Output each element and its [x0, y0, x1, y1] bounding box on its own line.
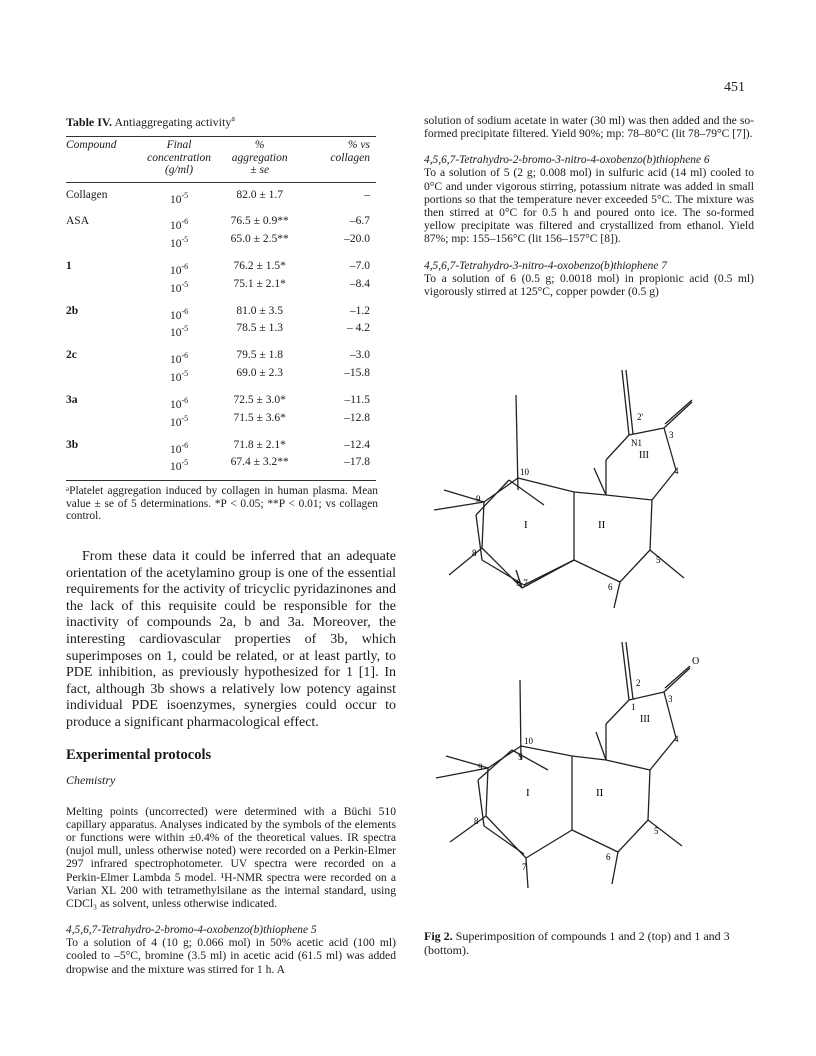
- cell-concentration: [139, 182, 220, 206]
- figure-top-superimposition: [424, 360, 754, 610]
- subsection-heading: Chemistry: [66, 772, 116, 787]
- header-final-concentration: [139, 137, 220, 183]
- cell-concentration: [139, 206, 220, 233]
- conc-base: 10: [169, 237, 182, 250]
- table-row: [66, 385, 376, 412]
- conc-base: 10: [169, 416, 182, 429]
- cell-compound: [66, 340, 139, 367]
- cell-aggregation: 71.8 ± 2.1*: [233, 438, 286, 451]
- cell-compound: [66, 367, 139, 385]
- cell-compound: [66, 412, 139, 430]
- bottom-label-o: O: [692, 656, 700, 667]
- conc-exponent: -5: [181, 190, 189, 200]
- cell-vs-collagen: –7.0: [349, 259, 370, 272]
- conc-exponent: -5: [181, 279, 189, 289]
- header-agg-line-3: ± se: [250, 164, 270, 176]
- cell-compound: [66, 182, 139, 206]
- cell-aggregation: 65.0 ± 2.5**: [230, 233, 289, 246]
- conc-exponent: -5: [181, 235, 189, 245]
- compound-name: 3b: [66, 438, 79, 451]
- compound-6-text: To a solution of 5 (2 g; 0.008 mol) in sulfuric acid (14 ml) cooled to 0°C and under vigorous stirring, potassium nitrate was added in small portions so that the temperature never exceeded 5°C. The mixture was then stirred at 0°C for 0.5 h and poured onto ice. The so-formed yellow precipitate was filtered and crystallized from ethanol. Yield 87%; mp: 155–156°C (lit 156–157°C [8]).: [424, 166, 754, 246]
- top-label-c9: 9: [476, 494, 481, 504]
- top-ring-i: I: [524, 519, 528, 531]
- compound-7-text: To a solution of 6 (0.5 g; 0.0018 mol) in propionic acid (0.5 ml) vigorously stirred at 125°C, copper powder (0.5 g): [424, 271, 754, 298]
- table-row: [66, 182, 376, 206]
- conc-exponent: -5: [181, 458, 189, 468]
- top-label-c10: 10: [520, 467, 529, 477]
- cell-compound: [66, 430, 139, 457]
- cell-aggregation: 76.5 ± 0.9**: [230, 215, 289, 228]
- compound-7-block: [424, 260, 754, 298]
- bottom-label-c7: 7: [522, 862, 527, 872]
- bottom-label-c9: 9: [478, 762, 483, 772]
- compound-name: 1: [66, 259, 72, 272]
- cell-compound: [66, 251, 139, 278]
- cell-aggregation: 75.1 ± 2.1*: [233, 277, 286, 290]
- cell-aggregation: 69.0 ± 2.3: [236, 367, 283, 380]
- bottom-label-c5: 5: [654, 826, 659, 836]
- conc-base: 10: [169, 371, 182, 384]
- top-label-c8: 8: [472, 548, 477, 558]
- compound-5-text: To a solution of 4 (10 g; 0.066 mol) in 50% acetic acid (100 ml) cooled to –5°C, bromine (3.5 ml) in acetic acid (61.5 ml) was added dropwise and the mixture was stirred for 1 h. A: [66, 936, 396, 976]
- bottom-ring-ii: II: [596, 787, 604, 799]
- cell-compound: [66, 385, 139, 412]
- bottom-ring-iii: III: [640, 714, 650, 725]
- cell-concentration: [139, 430, 220, 457]
- top-label-s7: S 7: [516, 578, 528, 588]
- cell-compound: [66, 206, 139, 233]
- conc-exponent: -5: [181, 369, 189, 379]
- conc-base: 10: [169, 398, 182, 411]
- discussion-paragraph: From these data it could be inferred that an adequate orientation of the acetylamino group is one of the essential requirements for the activity of tricyclic pyridazinones and the lack of this requisite could be responsible for the inactivity of compounds 2a, b and 3a. Moreover, the interesting cardiovascular properties of 3b, which superimposes on 1, could be related, or at least partly, to PDE inhibition, as previously hypothesized for 1 [1]. In fact, although 3b shows a relatively low potency against individual PDE isoenzymes, synergies could occur to produce a significant pharmacological effect.: [66, 549, 396, 730]
- top-label-c6: 6: [608, 582, 613, 592]
- cell-vs-collagen: –8.4: [349, 277, 370, 290]
- cell-aggregation: 82.0 ± 1.7: [236, 188, 283, 201]
- cell-compound: [66, 322, 139, 340]
- bottom-label-c4: 4: [674, 734, 679, 744]
- conc-exponent: -6: [181, 306, 189, 316]
- top-label-c4: 4: [674, 466, 679, 476]
- compound-name: ASA: [66, 215, 90, 228]
- compound-6-title: 4,5,6,7-Tetrahydro-2-bromo-3-nitro-4-oxobenzo(b)thiophene 6: [424, 154, 710, 167]
- bottom-label-n1: 1: [631, 702, 636, 712]
- cell-vs-collagen: –3.0: [349, 349, 370, 362]
- table-label: Table IV.: [66, 115, 113, 129]
- cell-aggregation: 79.5 ± 1.8: [236, 349, 283, 362]
- cell-vs-collagen: –1.2: [349, 304, 370, 317]
- header-compound: Compound: [66, 139, 117, 151]
- bottom-label-c6: 6: [606, 852, 611, 862]
- conc-base: 10: [169, 264, 182, 277]
- cell-vs-collagen: –11.5: [344, 393, 370, 406]
- table-footnote: ᵃPlatelet aggregation induced by collagen in human plasma. Mean value ± se of 5 determinations. *P < 0.05; **P < 0.01; vs collagen control.: [66, 485, 378, 523]
- bottom-ring-i: I: [526, 787, 530, 799]
- cell-concentration: [139, 251, 220, 278]
- section-heading: Experimental protocols: [66, 746, 212, 763]
- cell-vs-collagen: –: [364, 188, 370, 201]
- header-vs-collagen: [300, 137, 376, 183]
- table-body: [66, 182, 376, 481]
- top-structure-lines: [434, 370, 692, 608]
- top-label-n1: N1: [631, 438, 642, 448]
- bottom-label-c10: 10: [524, 736, 533, 746]
- header-final-line-3: (g/ml): [164, 164, 194, 176]
- table-row: [66, 296, 376, 323]
- cell-vs-collagen: –20.0: [344, 233, 370, 246]
- cell-aggregation: 78.5 ± 1.3: [236, 322, 283, 335]
- top-label-c3: 3: [669, 430, 674, 440]
- compound-6-block: [424, 154, 754, 245]
- cell-compound: [66, 456, 139, 480]
- cell-vs-collagen: – 4.2: [347, 322, 370, 335]
- cell-vs-collagen: –12.8: [344, 411, 370, 424]
- cell-aggregation: 71.5 ± 3.6*: [233, 411, 286, 424]
- conc-exponent: -6: [181, 261, 189, 271]
- chemistry-paragraph: Melting points (uncorrected) were determined with a Büchi 510 capillary apparatus. Analyses indicated by the symbols of the elements or functions were within ±0.4% of the theoretical values. IR spectra (nujol mull, unless otherwise noted) were recorded on a Perkin-Elmer 297 infrared spectrophotometer. UV spectra were recorded on a Perkin-Elmer Lambda 5 model. ¹H-NMR spectra were recorded on a Varian XL 200 with tetramethylsilane as the internal standard, using CDCl₃ as solvent, unless otherwise indicated.: [66, 804, 396, 910]
- conc-base: 10: [169, 193, 182, 206]
- compound-5-block: [66, 924, 396, 976]
- header-agg-line-1: %: [254, 139, 265, 151]
- cell-compound: [66, 233, 139, 251]
- table-row: [66, 278, 376, 296]
- cell-aggregation: 67.4 ± 3.2**: [219, 456, 299, 480]
- table-row: [66, 340, 376, 367]
- cell-concentration: [139, 367, 220, 385]
- cell-vs-collagen: –6.7: [349, 215, 370, 228]
- header-vs-line-1: % vs: [347, 139, 370, 151]
- bottom-label-n2: 2: [636, 678, 641, 688]
- cell-vs-collagen: –17.8: [300, 456, 376, 480]
- top-label-n2: 2': [637, 412, 644, 422]
- header-aggregation: [219, 137, 299, 183]
- table-title-sup: a: [231, 114, 235, 123]
- cell-compound: [66, 296, 139, 323]
- cell-concentration: [139, 322, 220, 340]
- bottom-label-c3: 3: [668, 694, 673, 704]
- compound-name: 2c: [66, 349, 77, 362]
- header-final-line-1: Final: [166, 139, 192, 151]
- conc-exponent: -5: [181, 324, 189, 334]
- caption-text: Superimposition of compounds 1 and 2 (top) and 1 and 3 (bottom).: [424, 929, 730, 957]
- table-row: [66, 322, 376, 340]
- cell-aggregation: 72.5 ± 3.0*: [233, 393, 286, 406]
- figure-bottom-superimposition: [424, 620, 754, 890]
- table-row: [66, 412, 376, 430]
- cell-concentration: [139, 296, 220, 323]
- conc-base: 10: [169, 309, 182, 322]
- cell-concentration: [139, 340, 220, 367]
- conc-exponent: -6: [181, 440, 189, 450]
- conc-base: 10: [169, 282, 182, 295]
- table-title-text: Antiaggregating activity: [112, 115, 232, 129]
- compound-5-title: 4,5,6,7-Tetrahydro-2-bromo-4-oxobenzo(b)thiophene 5: [66, 924, 317, 937]
- top-label-c5: 5: [656, 555, 661, 565]
- bottom-structure-lines: [436, 642, 690, 888]
- table-row: [66, 206, 376, 233]
- compound-7-title: 4,5,6,7-Tetrahydro-3-nitro-4-oxobenzo(b)thiophene 7: [424, 259, 667, 272]
- page-number: 451: [724, 80, 745, 95]
- conc-exponent: -5: [181, 413, 189, 423]
- conc-base: 10: [169, 354, 182, 367]
- right-column: [424, 114, 754, 298]
- table-row: [66, 367, 376, 385]
- cell-aggregation: 76.2 ± 1.5*: [233, 259, 286, 272]
- header-vs-line-2: collagen: [330, 151, 370, 164]
- top-ring-ii: II: [598, 519, 606, 531]
- table-header-row: [66, 137, 376, 183]
- cell-aggregation: 81.0 ± 3.5: [236, 304, 283, 317]
- cell-vs-collagen: –12.4: [344, 438, 370, 451]
- cell-concentration: [139, 385, 220, 412]
- conc-base: 10: [169, 443, 182, 456]
- cell-concentration: [139, 456, 220, 480]
- conc-base: 10: [169, 327, 182, 340]
- figure-caption: [424, 930, 754, 957]
- table-title: [66, 114, 396, 130]
- conc-exponent: -6: [181, 351, 189, 361]
- compound-name: 3a: [66, 393, 78, 406]
- continuation-text: solution of sodium acetate in water (30 ml) was then added and the so-formed precipitate filtered. Yield 90%; mp: 78–80°C (lit 78–79°C [7]).: [424, 114, 754, 141]
- bottom-label-c8: 8: [474, 816, 479, 826]
- cell-concentration: [139, 278, 220, 296]
- conc-exponent: -6: [181, 217, 189, 227]
- table-row: [66, 456, 376, 480]
- conc-exponent: -6: [181, 395, 189, 405]
- conc-base: 10: [169, 461, 182, 474]
- table-row: [66, 251, 376, 278]
- table-row: [66, 233, 376, 251]
- header-final-line-2: concentration: [147, 151, 211, 164]
- caption-label: Fig 2.: [424, 929, 453, 943]
- antiaggregating-table: [66, 136, 376, 481]
- top-ring-iii: III: [639, 450, 649, 461]
- cell-concentration: [139, 233, 220, 251]
- compound-name: 2b: [66, 304, 79, 317]
- conc-base: 10: [169, 220, 182, 233]
- table-row: [66, 430, 376, 457]
- compound-name: Collagen: [66, 188, 108, 201]
- left-column: [66, 114, 396, 976]
- cell-vs-collagen: –15.8: [344, 367, 370, 380]
- bottom-label-s: S: [518, 752, 524, 762]
- header-agg-line-2: aggregation: [231, 151, 288, 164]
- cell-concentration: [139, 412, 220, 430]
- cell-compound: [66, 278, 139, 296]
